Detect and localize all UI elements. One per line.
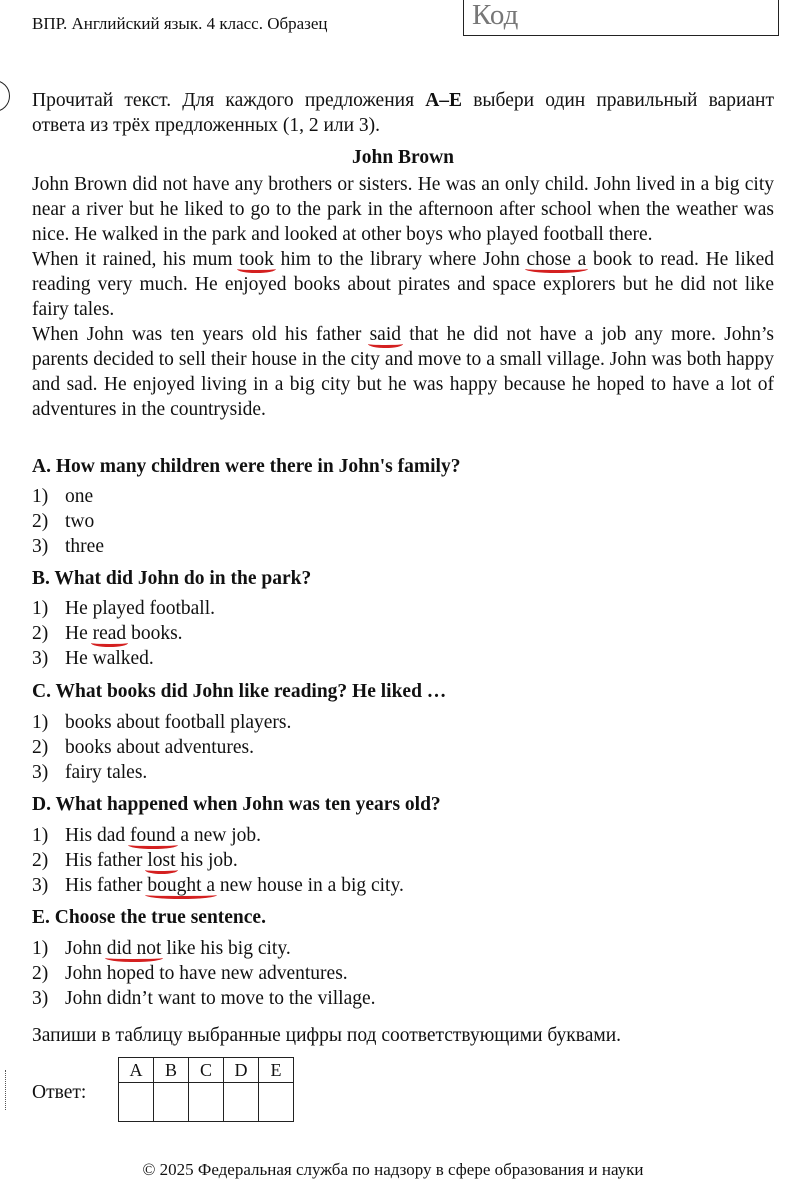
question-b-options: [32, 596, 215, 671]
question-a-options: [32, 484, 104, 559]
question-b: B. What did John do in the park?: [32, 568, 312, 589]
page-header-title: ВПР. Английский язык. 4 класс. Образец: [32, 14, 328, 33]
answer-instruction: Запиши в таблицу выбранные цифры под соответствующими буквами.: [32, 1025, 622, 1046]
answer-cell-a[interactable]: [119, 1083, 154, 1122]
story-title: John Brown: [351, 147, 455, 168]
answer-cell-d[interactable]: [224, 1083, 259, 1122]
answer-cell-c[interactable]: [189, 1083, 224, 1122]
option-a-2[interactable]: 2) two: [32, 511, 95, 532]
story-paragraph-2: When it rained, his mum took him to the library where John chose a book to read. He liked reading very much. He enjoyed books about pirates and space explorers but he did not like fairy tales.: [32, 249, 775, 320]
highlight-lost: lost: [147, 850, 175, 871]
story-paragraph-1: John Brown did not have any brothers or sisters. He was an only child. John lived in a big city near a river but he liked to go to the park in the afternoon after school when the weather was nice. He walked in the park and looked at other boys who played football there.: [32, 174, 774, 245]
instruction-bold: A–E: [425, 90, 463, 111]
task-number-circle: [0, 80, 10, 112]
option-e-2[interactable]: 2) John hoped to have new adventures.: [32, 963, 348, 984]
option-c-1[interactable]: 1) books about football players.: [32, 712, 292, 733]
question-e: E. Choose the true sentence.: [32, 907, 266, 928]
task-instruction: [32, 88, 774, 138]
answer-header-d: D: [224, 1058, 259, 1083]
highlight-chose-a: chose a: [527, 249, 587, 270]
answer-header-c: C: [189, 1058, 224, 1083]
answer-cell-e[interactable]: [259, 1083, 294, 1122]
answer-table: [118, 1057, 294, 1122]
answer-header-a: A: [119, 1058, 154, 1083]
answer-label: Ответ:: [32, 1082, 87, 1103]
question-d: D. What happened when John was ten years old?: [32, 794, 441, 815]
highlight-took: took: [239, 249, 274, 270]
option-d-2[interactable]: 2) His father lost his job.: [32, 848, 404, 873]
footer-copyright: © 2025 Федеральная служба по надзору в сфере образования и науки: [142, 1160, 644, 1179]
option-c-3[interactable]: 3) fairy tales.: [32, 762, 148, 783]
story-paragraph-3: When John was ten years old his father said that he did not have a job any more. John’s parents decided to sell their house in the city and move to a small village. John was both happy and sad. He enjoyed living in a big city but he was happy because he hoped to have a lot of adventures in the countryside.: [32, 324, 774, 420]
question-a: A. How many children were there in John's family?: [32, 456, 461, 477]
option-a-3[interactable]: 3) three: [32, 536, 104, 557]
code-field[interactable]: [463, 0, 779, 36]
option-b-1[interactable]: 1) He played football.: [32, 598, 215, 619]
option-d-1[interactable]: 1) His dad found a new job.: [32, 823, 404, 848]
margin-dotted-line: [0, 1070, 6, 1110]
option-a-1[interactable]: 1) one: [32, 486, 94, 507]
answer-header-b: B: [154, 1058, 189, 1083]
answer-cell-b[interactable]: [154, 1083, 189, 1122]
option-c-2[interactable]: 2) books about adventures.: [32, 737, 255, 758]
option-b-2[interactable]: 2) He read books.: [32, 621, 215, 646]
story-text: [32, 172, 774, 422]
option-d-3[interactable]: 3) His father bought a new house in a big city.: [32, 873, 404, 898]
highlight-bought-a: bought a: [147, 875, 215, 896]
highlight-read: read: [93, 623, 127, 644]
option-e-1[interactable]: 1) John did not like his big city.: [32, 936, 376, 961]
highlight-found: found: [130, 825, 176, 846]
option-e-3[interactable]: 3) John didn’t want to move to the village.: [32, 988, 376, 1009]
highlight-said: said: [370, 324, 401, 345]
instruction-prefix: Прочитай текст. Для каждого предложения: [32, 90, 426, 111]
option-b-3[interactable]: 3) He walked.: [32, 648, 154, 669]
question-c-options: [32, 710, 291, 785]
question-d-options: [32, 823, 404, 898]
answer-header-e: E: [259, 1058, 294, 1083]
question-e-options: [32, 936, 376, 1011]
question-c: C. What books did John like reading? He liked …: [32, 681, 447, 702]
instruction-suffix: выбери один правильный вариант ответа из трёх предложенных (1, 2 или 3).: [32, 90, 775, 136]
code-label: Код: [472, 0, 519, 31]
highlight-did-not: did not: [107, 938, 162, 959]
